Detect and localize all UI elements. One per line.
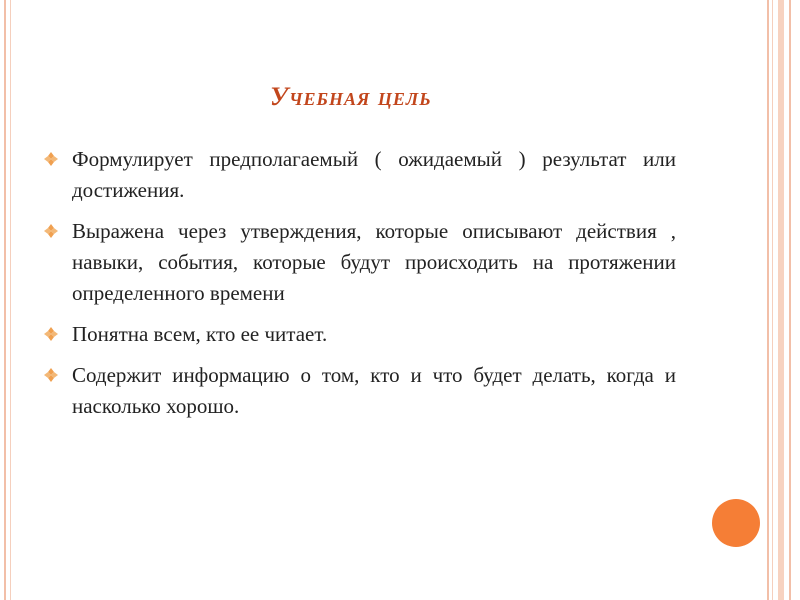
- bullet-list: [44, 144, 676, 432]
- bullet-text: Выражена через утверждения, которые описывают действия , навыки, события, которые будут происходить на протяжении определенного времени: [72, 219, 676, 305]
- bullet-text: Понятна всем, кто ее читает.: [72, 322, 328, 346]
- slide-title: Учебная цель: [270, 82, 432, 111]
- diamond-bullet-icon: [44, 152, 58, 166]
- diamond-bullet-icon: [44, 368, 58, 382]
- bullet-text: Формулирует предполагаемый ( ожидаемый ) результат или достижения.: [72, 147, 676, 202]
- list-item: [44, 360, 676, 422]
- list-item: [44, 144, 676, 206]
- right-border-line: [767, 0, 769, 600]
- list-item: [44, 216, 676, 309]
- right-border-band: [778, 0, 784, 600]
- left-border-line: [4, 0, 6, 600]
- bullet-text: Содержит информацию о том, кто и что будет делать, когда и насколько хорошо.: [72, 363, 676, 418]
- right-border-line-thin: [772, 0, 773, 600]
- left-border-line-inner: [10, 0, 11, 600]
- right-border-line-outer: [789, 0, 791, 600]
- diamond-bullet-icon: [44, 224, 58, 238]
- list-item: [44, 319, 676, 350]
- diamond-bullet-icon: [44, 327, 58, 341]
- accent-circle: [712, 499, 760, 547]
